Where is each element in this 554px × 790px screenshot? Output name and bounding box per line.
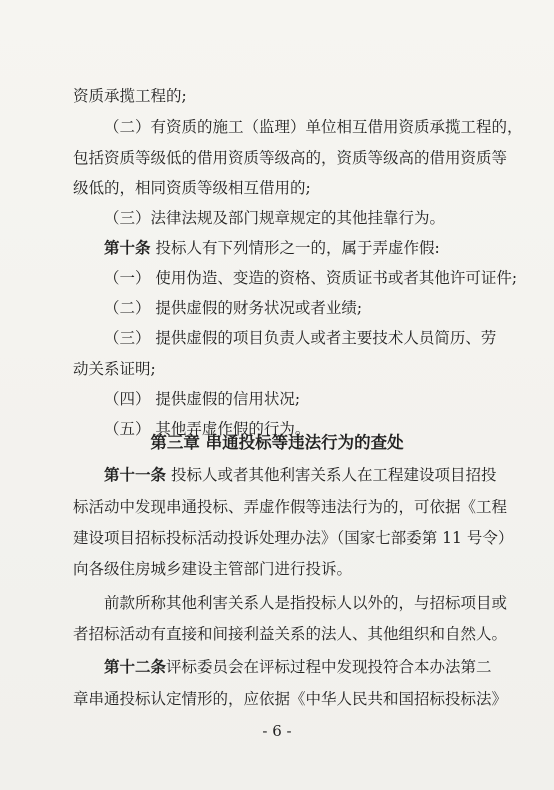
text-line: 章串通投标认定情形的，应依据《中华人民共和国招标投标法》 bbox=[73, 690, 508, 708]
text-line: （五） 其他弄虚作假的行为。 bbox=[104, 419, 311, 438]
article-text: 评标委员会在评标过程中发现投符合本办法第二 bbox=[166, 658, 492, 676]
text-line: 向各级住房城乡建设主管部门进行投诉。 bbox=[73, 560, 353, 578]
text-line: 标活动中发现串通投标、弄虚作假等违法行为的，可依据《工程 bbox=[73, 498, 508, 516]
text-line: （一） 使用伪造、变造的资格、资质证书或者其他许可证件; bbox=[104, 269, 518, 288]
text-line: 者招标活动有直接和间接利益关系的法人、其他组织和自然人。 bbox=[73, 625, 508, 643]
chapter-heading: 第三章 串通投标等违法行为的查处 bbox=[150, 433, 404, 452]
text-line: 前款所称其他利害关系人是指投标人以外的，与招标项目或 bbox=[104, 594, 508, 612]
text-line: （二） 提供虚假的财务状况或者业绩; bbox=[104, 299, 363, 318]
text-line: 包括资质等级低的借用资质等级高的，资质等级高的借用资质等 bbox=[73, 148, 508, 167]
text-line: 动关系证明; bbox=[73, 359, 156, 378]
article-text: 投标人有下列情形之一的，属于弄虚作假: bbox=[155, 239, 440, 258]
text-line: （三） 提供虚假的项目负责人或者主要技术人员简历、劳 bbox=[104, 329, 497, 348]
page-number: - 6 - bbox=[262, 722, 292, 740]
article-label: 第十一条 bbox=[104, 465, 167, 484]
text-line: （二）有资质的施工（监理）单位相互借用资质承揽工程的， bbox=[104, 117, 523, 136]
text-line: （三）法律法规及部门规章规定的其他挂靠行为。 bbox=[104, 209, 446, 228]
article-text: 投标人或者其他利害关系人在工程建设项目招投 bbox=[170, 466, 497, 484]
article-label: 第十二条 bbox=[104, 657, 167, 676]
text-line: （四） 提供虚假的信用状况; bbox=[104, 389, 301, 408]
text-line: 级低的，相同资质等级相互借用的; bbox=[73, 178, 311, 197]
text-line: 建设项目招标投标活动投诉处理办法》（国家七部委第 11 号令） bbox=[73, 529, 514, 547]
text-line: 资质承揽工程的; bbox=[73, 86, 187, 105]
article-label: 第十条 bbox=[104, 238, 151, 258]
